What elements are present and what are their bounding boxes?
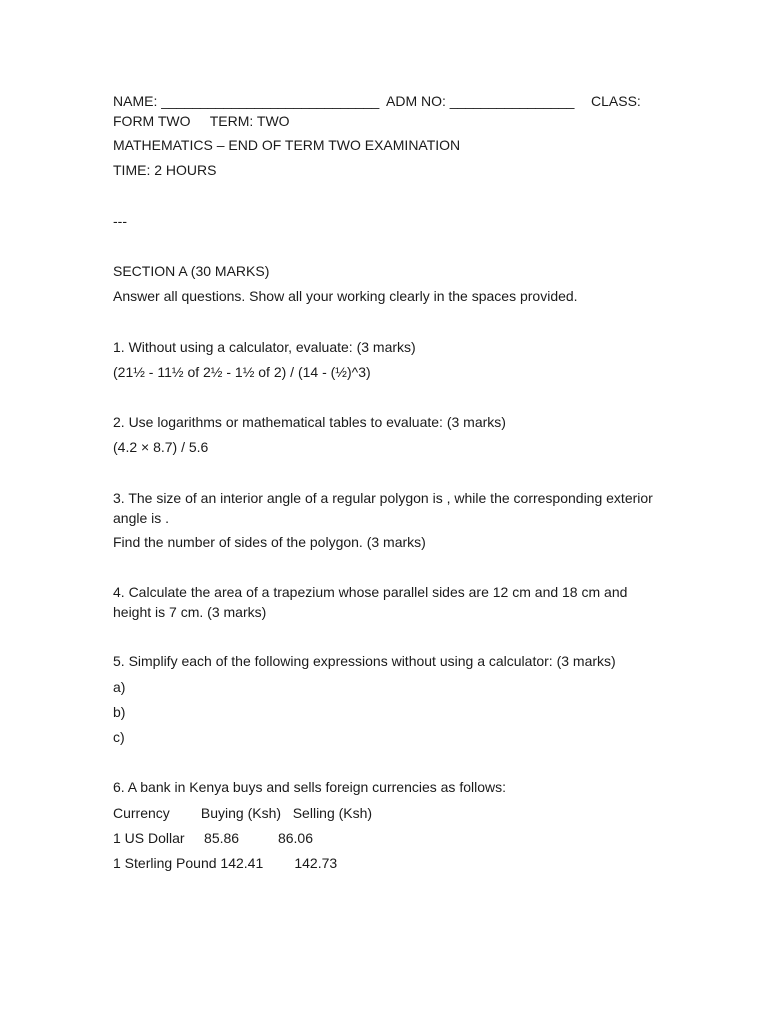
question-3-prompt: 3. The size of an interior angle of a regular polygon is , while the corresponding exterior angle is . [113, 490, 653, 526]
question-2-expression: (4.2 × 8.7) / 5.6 [113, 439, 209, 455]
question-5-part-b: b) [113, 704, 126, 720]
question-1-prompt: 1. Without using a calculator, evaluate: (3 marks) [113, 339, 416, 355]
form-term-line: FORM TWO TERM: TWO [113, 113, 290, 129]
question-1-expression: (21½ - 11½ of 2½ - 1½ of 2) / (14 - (½)^3) [113, 364, 371, 380]
currency-table-header: Currency Buying (Ksh) Selling (Ksh) [113, 805, 373, 821]
exam-title: MATHEMATICS – END OF TERM TWO EXAMINATION [113, 137, 461, 153]
question-5-part-a: a) [113, 679, 126, 695]
question-6-prompt: 6. A bank in Kenya buys and sells foreign currencies as follows: [113, 779, 506, 795]
question-2-prompt: 2. Use logarithms or mathematical tables to evaluate: (3 marks) [113, 414, 506, 430]
section-title: SECTION A (30 MARKS) [113, 263, 270, 279]
name-field-label: NAME: ____________________________ [113, 93, 380, 109]
question-5-prompt: 5. Simplify each of the following expressions without using a calculator: (3 marks) [113, 653, 616, 669]
question-4-prompt: 4. Calculate the area of a trapezium whose parallel sides are 12 cm and 18 cm and height is 7 cm. (3 marks) [113, 584, 628, 620]
separator: --- [113, 213, 127, 229]
currency-row-gbp: 1 Sterling Pound 142.41 142.73 [113, 855, 338, 871]
adm-no-field-label: ADM NO: ________________ [386, 93, 575, 109]
exam-time: TIME: 2 HOURS [113, 162, 217, 178]
question-5-part-c: c) [113, 729, 125, 745]
section-instructions: Answer all questions. Show all your working clearly in the spaces provided. [113, 288, 578, 304]
class-field-label: CLASS: [591, 93, 641, 109]
question-3-followup: Find the number of sides of the polygon. (3 marks) [113, 534, 426, 550]
currency-row-usd: 1 US Dollar 85.86 86.06 [113, 830, 313, 846]
